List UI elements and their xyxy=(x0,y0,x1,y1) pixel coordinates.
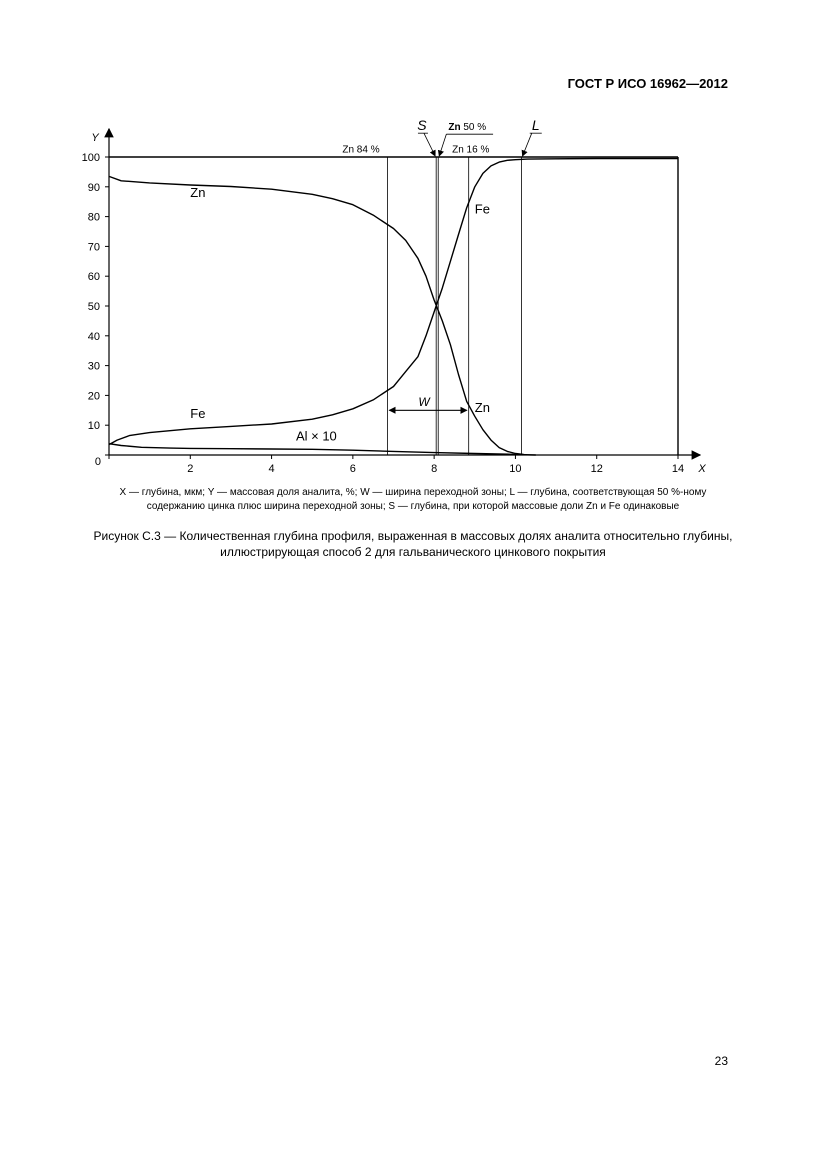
y-tick-label: 80 xyxy=(87,211,100,224)
caption-line-2: иллюстрирующая способ 2 для гальванического цинкового покрытия xyxy=(220,545,606,559)
series-line xyxy=(109,159,678,445)
y-tick-label: 40 xyxy=(87,330,100,343)
y-tick-label: 10 xyxy=(87,420,100,433)
x-tick-label: 10 xyxy=(509,463,522,475)
series-label: Al × 10 xyxy=(295,428,337,444)
page-number: 23 xyxy=(714,1054,728,1068)
vertical-line-label: Zn 84 % xyxy=(342,144,380,156)
y-tick-label: 90 xyxy=(87,181,100,194)
series-line xyxy=(109,444,536,455)
l-annotation: L xyxy=(531,117,540,134)
s-arrow xyxy=(424,133,435,156)
series-label: Zn xyxy=(190,185,206,201)
legend-line-1: X — глубина, мкм; Y — массовая доля аналита, %; W — ширина переходной зоны; L — глубина, соответствующая 50 %-ному xyxy=(119,487,707,498)
zn50-bold: Zn xyxy=(448,122,461,134)
vertical-line-label: Zn 16 % xyxy=(452,144,490,156)
y-tick-label: 100 xyxy=(81,152,100,164)
x-tick-label: 6 xyxy=(349,463,356,475)
chart xyxy=(0,0,826,480)
x-tick-label: 4 xyxy=(268,463,275,475)
x-axis-label: X xyxy=(698,463,706,475)
width-label: W xyxy=(418,394,430,409)
axes xyxy=(82,129,707,475)
legend-line-2: содержанию цинка плюс ширина переходной зоны; S — глубина, при которой массовые доли Zn и Fe одинаковые xyxy=(146,501,680,512)
labels-layer xyxy=(389,117,541,410)
x-tick-label: 14 xyxy=(671,463,685,475)
figure-caption xyxy=(40,528,786,560)
origin-label: 0 xyxy=(94,456,101,468)
figure-legend xyxy=(40,486,786,514)
x-tick-label: 2 xyxy=(187,463,194,475)
document-id: ГОСТ Р ИСО 16962—2012 xyxy=(567,76,728,91)
series-line xyxy=(109,176,524,454)
series-label-fe-right: Fe xyxy=(474,201,490,217)
y-tick-label: 50 xyxy=(87,301,100,313)
x-tick-label: 12 xyxy=(590,463,603,475)
zn50-arrow xyxy=(439,134,446,156)
s-annotation: S xyxy=(417,117,427,134)
zn50-annotation xyxy=(448,122,486,133)
l-arrow xyxy=(523,133,532,156)
y-tick-label: 70 xyxy=(87,241,100,254)
y-tick-label: 30 xyxy=(87,360,100,373)
y-axis-label: Y xyxy=(91,132,99,144)
x-tick-label: 8 xyxy=(431,463,438,475)
zn50-rest: 50 % xyxy=(460,122,487,134)
caption-line-1: Рисунок С.3 — Количественная глубина профиля, выраженная в массовых долях аналита относительно глубины, xyxy=(93,529,733,543)
y-tick-label: 60 xyxy=(87,271,100,284)
series-label: Fe xyxy=(190,405,206,421)
series-label-zn-right: Zn xyxy=(474,399,490,415)
y-tick-label: 20 xyxy=(87,390,100,403)
vertical-lines xyxy=(342,145,521,455)
